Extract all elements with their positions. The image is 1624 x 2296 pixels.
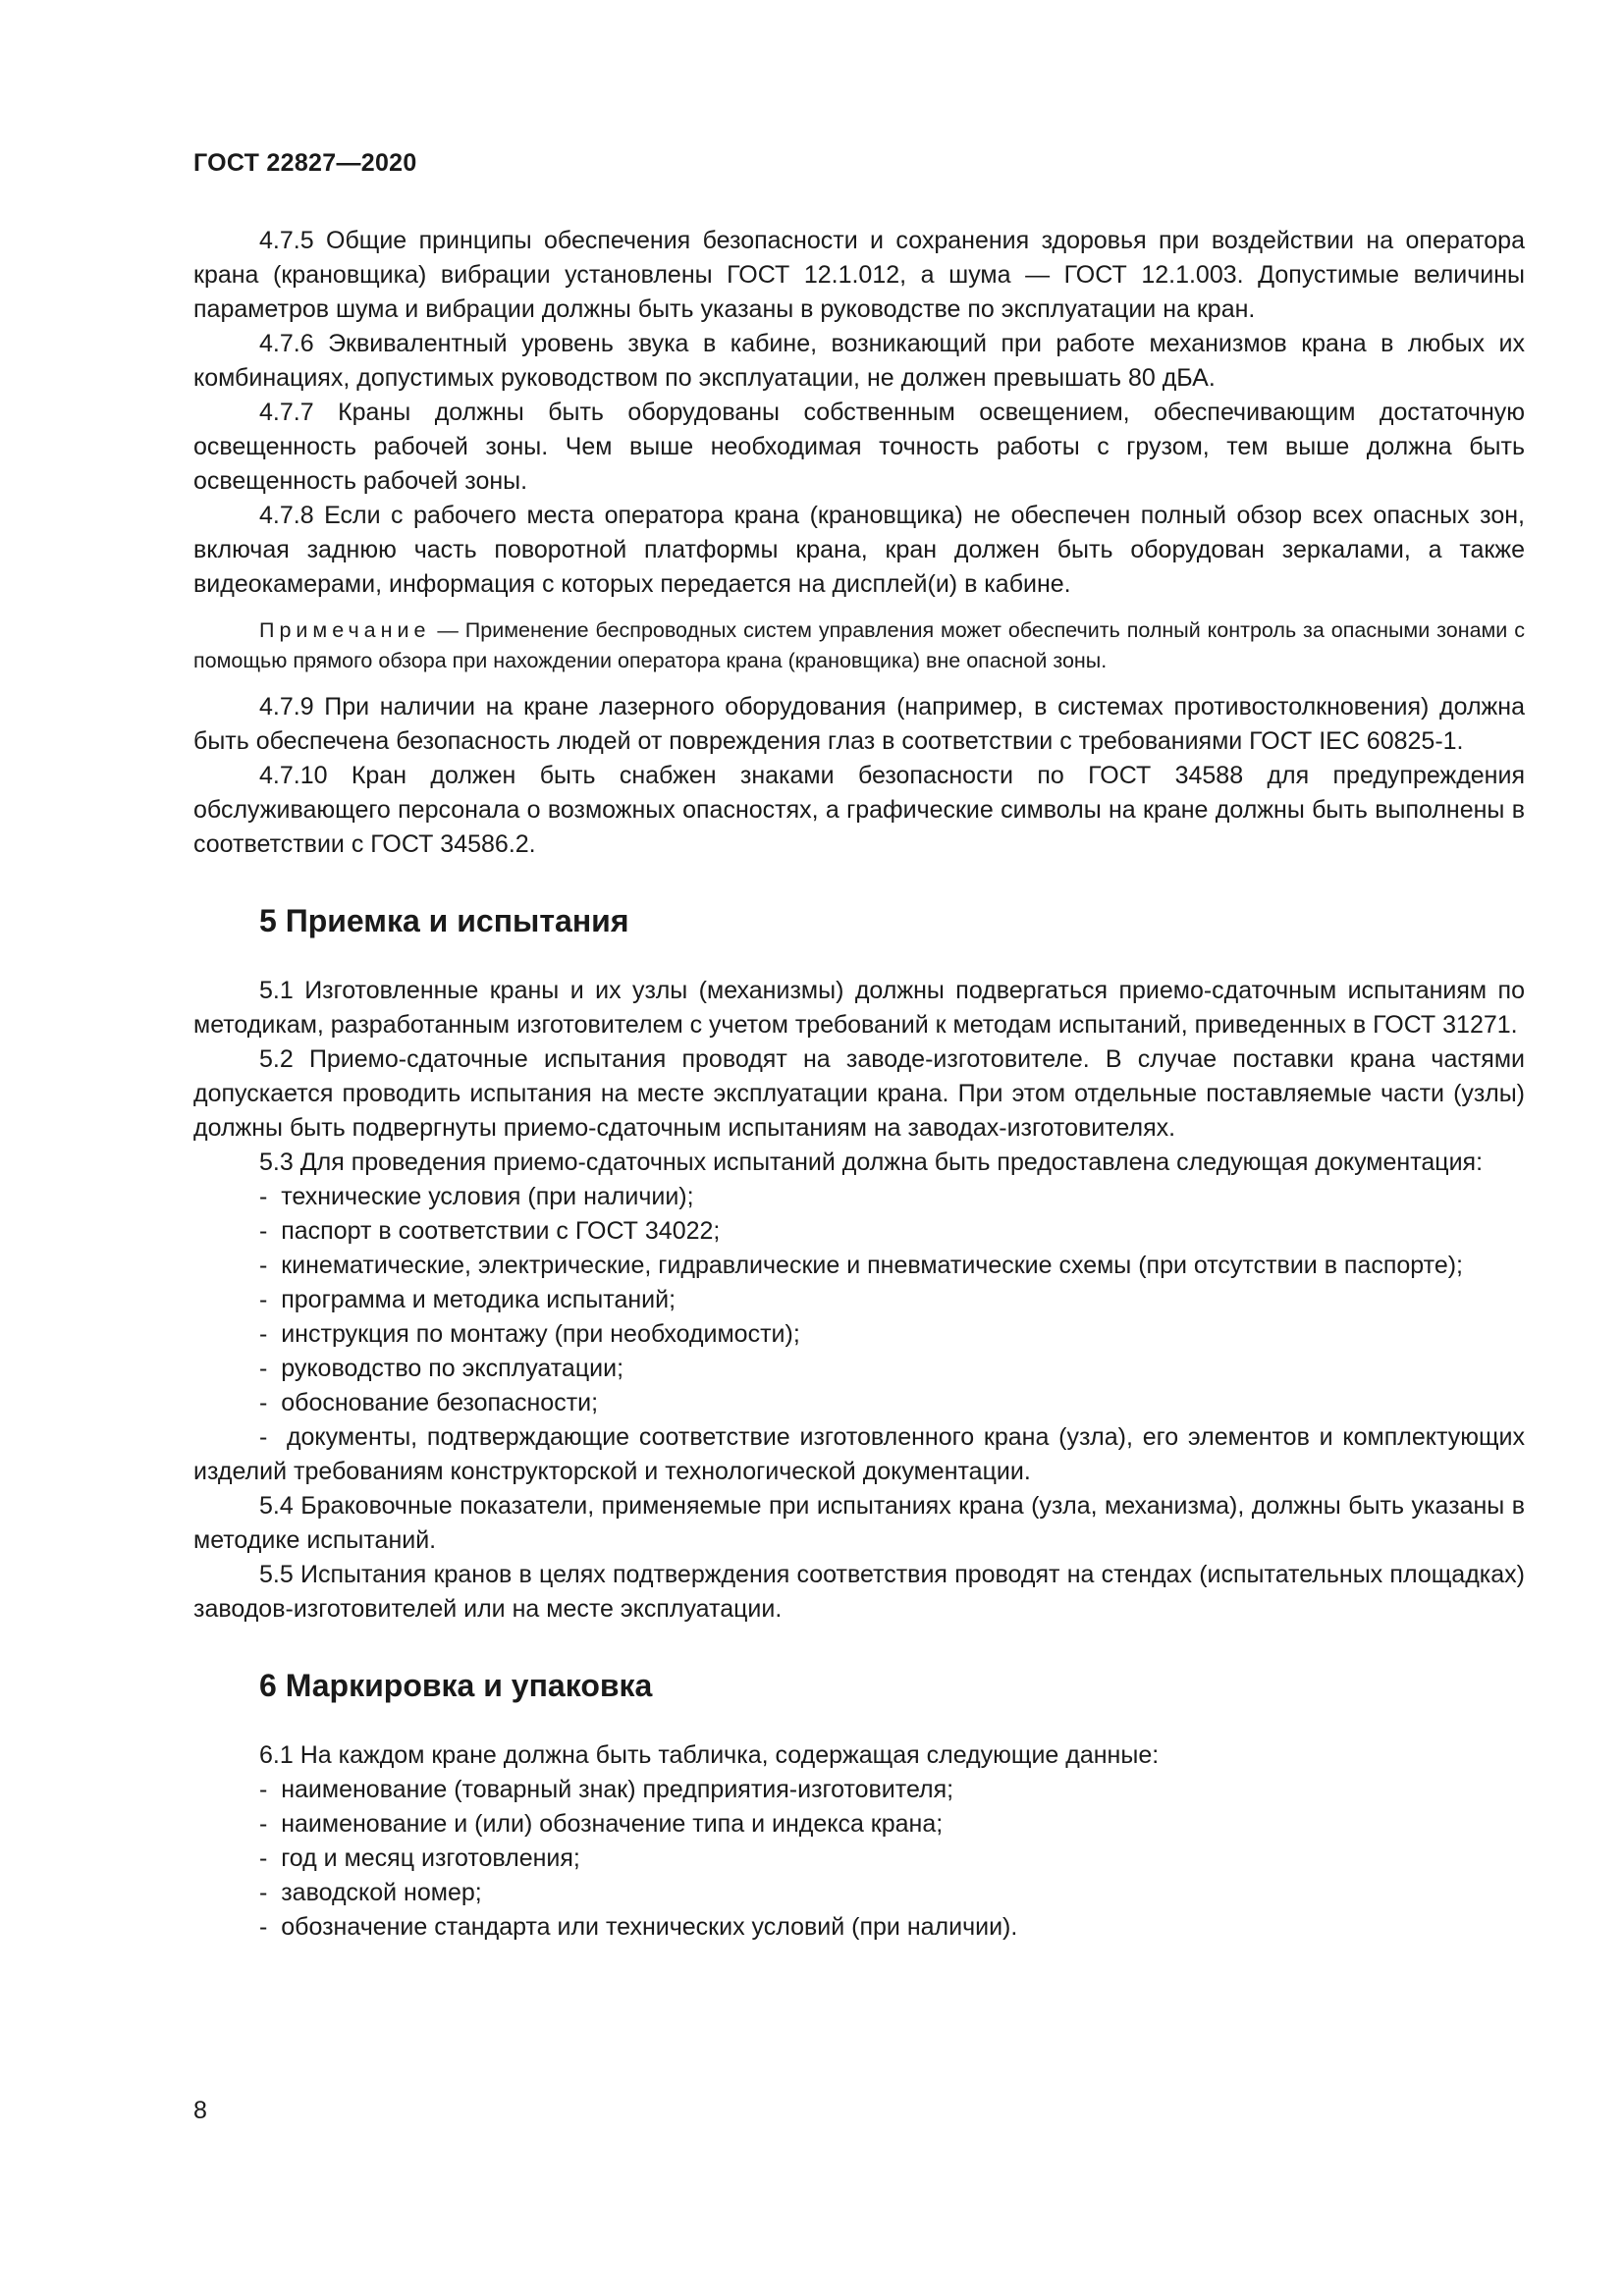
documentation-list xyxy=(193,1180,1525,1489)
nameplate-data-list xyxy=(193,1773,1525,1945)
document-id-header: ГОСТ 22827—2020 xyxy=(193,149,417,177)
page-content xyxy=(193,224,1525,1945)
paragraph-5-4: 5.4 Браковочные показатели, применяемые при испытаниях крана (узла, механизма), должны быть указаны в методике испытаний. xyxy=(193,1492,1525,1554)
note-text: — Применение беспроводных систем управления может обеспечить полный контроль за опасными зонами с помощью прямого обзора при нахождении оператора крана (крановщика) вне опасной зоны. xyxy=(193,618,1525,672)
paragraph-6-1: 6.1 На каждом кране должна быть табличка, содержащая следующие данные: xyxy=(259,1741,1160,1769)
paragraph-5-2: 5.2 Приемо-сдаточные испытания проводят на заводе-изготовителе. В случае поставки крана частями допускается проводить испытания на месте эксплуатации крана. При этом отдельные поставляемые части (узлы) должны быть подвергнуты приемо-сдаточным испытаниям на заводах-изготовителях. xyxy=(193,1045,1525,1142)
list-item: - обоснование безопасности; xyxy=(193,1386,1525,1420)
list-item: - год и месяц изготовления; xyxy=(193,1842,1525,1876)
note-label: Примечание xyxy=(259,618,431,642)
list-item: - технические условия (при наличии); xyxy=(193,1180,1525,1214)
paragraph-5-1: 5.1 Изготовленные краны и их узлы (механизмы) должны подвергаться приемо-сдаточным испытаниям по методикам, разработанным изготовителем с учетом требований к методам испытаний, приведенных в ГОСТ 31271. xyxy=(193,977,1525,1039)
paragraph-4-7-5: 4.7.5 Общие принципы обеспечения безопасности и сохранения здоровья при воздействии на оператора крана (крановщика) вибрации установлены ГОСТ 12.1.012, а шума — ГОСТ 12.1.003. Допустимые величины параметров шума и вибрации должны быть указаны в руководстве по эксплуатации на кран. xyxy=(193,227,1525,323)
list-item: - программа и методика испытаний; xyxy=(193,1283,1525,1317)
list-item: - документы, подтверждающие соответствие изготовленного крана (узла), его элементов и комплектующих изделий требованиям конструкторской и технологической документации. xyxy=(193,1420,1525,1489)
list-item: - наименование и (или) обозначение типа и индекса крана; xyxy=(193,1807,1525,1842)
paragraph-5-3: 5.3 Для проведения приемо-сдаточных испытаний должна быть предоставлена следующая документация: xyxy=(259,1148,1484,1176)
list-item: - обозначение стандарта или технических условий (при наличии). xyxy=(193,1910,1525,1945)
section-5-heading: 5 Приемка и испытания xyxy=(259,903,629,938)
paragraph-5-5: 5.5 Испытания кранов в целях подтверждения соответствия проводят на стендах (испытательных площадках) заводов-изготовителей или на месте эксплуатации. xyxy=(193,1561,1525,1623)
paragraph-4-7-7: 4.7.7 Краны должны быть оборудованы собственным освещением, обеспечивающим достаточную освещенность рабочей зоны. Чем выше необходимая точность работы с грузом, тем выше должна быть освещенность рабочей зоны. xyxy=(193,399,1525,495)
paragraph-4-7-10: 4.7.10 Кран должен быть снабжен знаками безопасности по ГОСТ 34588 для предупреждения обслуживающего персонала о возможных опасностях, а графические символы на кране должны быть выполнены в соответствии с ГОСТ 34586.2. xyxy=(193,762,1525,858)
list-item: - заводской номер; xyxy=(193,1876,1525,1910)
list-item: - наименование (товарный знак) предприятия-изготовителя; xyxy=(193,1773,1525,1807)
paragraph-4-7-6: 4.7.6 Эквивалентный уровень звука в кабине, возникающий при работе механизмов крана в любых их комбинациях, допустимых руководством по эксплуатации, не должен превышать 80 дБА. xyxy=(193,330,1525,392)
list-item: - инструкция по монтажу (при необходимости); xyxy=(193,1317,1525,1352)
paragraph-4-7-8: 4.7.8 Если с рабочего места оператора крана (крановщика) не обеспечен полный обзор всех опасных зон, включая заднюю часть поворотной платформы крана, кран должен быть оборудован зеркалами, а также видеокамерами, информация с которых передается на дисплей(и) в кабине. xyxy=(193,502,1525,598)
list-item: - паспорт в соответствии с ГОСТ 34022; xyxy=(193,1214,1525,1249)
list-item: - руководство по эксплуатации; xyxy=(193,1352,1525,1386)
section-6-heading: 6 Маркировка и упаковка xyxy=(259,1668,653,1703)
paragraph-4-7-9: 4.7.9 При наличии на кране лазерного оборудования (например, в системах противостолкновения) должна быть обеспечена безопасность людей от повреждения глаз в соответствии с требованиями ГОСТ IEC 60825-1. xyxy=(193,693,1525,755)
page-number: 8 xyxy=(193,2097,207,2124)
list-item: - кинематические, электрические, гидравлические и пневматические схемы (при отсутствии в паспорте); xyxy=(193,1249,1525,1283)
note xyxy=(193,615,1525,676)
